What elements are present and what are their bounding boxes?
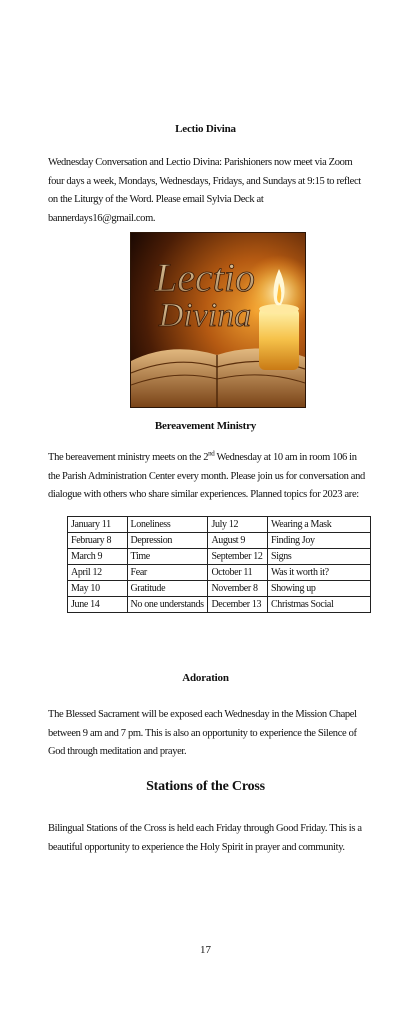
bereavement-ministry-title: Bereavement Ministry xyxy=(154,420,257,432)
table-row xyxy=(68,549,371,565)
adoration-title: Adoration xyxy=(182,672,229,684)
meeting-date-cell: October 11 xyxy=(208,565,268,581)
meeting-topic-cell: Wearing a Mask xyxy=(267,517,370,533)
meeting-topic-cell: Fear xyxy=(127,565,208,581)
lectio-divina-title: Lectio Divina xyxy=(175,123,236,135)
meeting-date-cell: August 9 xyxy=(208,533,268,549)
image-text-divina: Divina xyxy=(158,297,252,334)
meeting-topic-cell: No one understands xyxy=(127,597,208,613)
bereavement-ministry-text: The bereavement ministry meets on the 2nd Wednesday at 10 am in room 106 in the Parish Administration Center every month. Please join us for conversation and dialogue with others who share similar experiences. Planned topics for 2023 are: xyxy=(48,449,365,500)
meeting-date-cell: May 10 xyxy=(68,581,128,597)
meeting-topic-cell: Loneliness xyxy=(127,517,208,533)
table-row xyxy=(68,565,371,581)
table-row xyxy=(68,517,371,533)
adoration-text: The Blessed Sacrament will be exposed each Wednesday in the Mission Chapel between 9 am and 7 pm. This is also an opportunity to experience the Silence of God through meditation and prayer. xyxy=(48,709,357,757)
meeting-topic-cell: Signs xyxy=(267,549,370,565)
lectio-divina-candle-illustration xyxy=(130,232,306,408)
table-row xyxy=(68,533,371,549)
page-number: 17 xyxy=(200,944,211,956)
bereavement-topics-table xyxy=(67,516,371,613)
meeting-date-cell: March 9 xyxy=(68,549,128,565)
meeting-topic-cell: Christmas Social xyxy=(267,597,370,613)
meeting-topic-cell: Was it worth it? xyxy=(267,565,370,581)
table-row xyxy=(68,597,371,613)
meeting-topic-cell: Depression xyxy=(127,533,208,549)
meeting-date-cell: January 11 xyxy=(68,517,128,533)
meeting-topic-cell: Time xyxy=(127,549,208,565)
meeting-date-cell: November 8 xyxy=(208,581,268,597)
meeting-date-cell: April 12 xyxy=(68,565,128,581)
meeting-topic-cell: Finding Joy xyxy=(267,533,370,549)
meeting-date-cell: February 8 xyxy=(68,533,128,549)
stations-of-the-cross-text: Bilingual Stations of the Cross is held each Friday through Good Friday. This is a beautiful opportunity to experience the Holy Spirit in prayer and community. xyxy=(48,823,362,853)
meeting-topic-cell: Gratitude xyxy=(127,581,208,597)
meeting-date-cell: June 14 xyxy=(68,597,128,613)
lectio-divina-text: Wednesday Conversation and Lectio Divina: Parishioners now meet via Zoom four days a week, Mondays, Wednesdays, Fridays, and Sundays at 9:15 to reflect on the Liturgy of the Word. Please email Sylvia Deck at bannerdays16@gmail.com. xyxy=(48,157,361,224)
stations-of-the-cross-title: Stations of the Cross xyxy=(146,779,265,794)
image-text-lectio: Lectio xyxy=(155,255,255,300)
meeting-topic-cell: Showing up xyxy=(267,581,370,597)
meeting-date-cell: July 12 xyxy=(208,517,268,533)
meeting-date-cell: December 13 xyxy=(208,597,268,613)
meeting-date-cell: September 12 xyxy=(208,549,268,565)
table-row xyxy=(68,581,371,597)
